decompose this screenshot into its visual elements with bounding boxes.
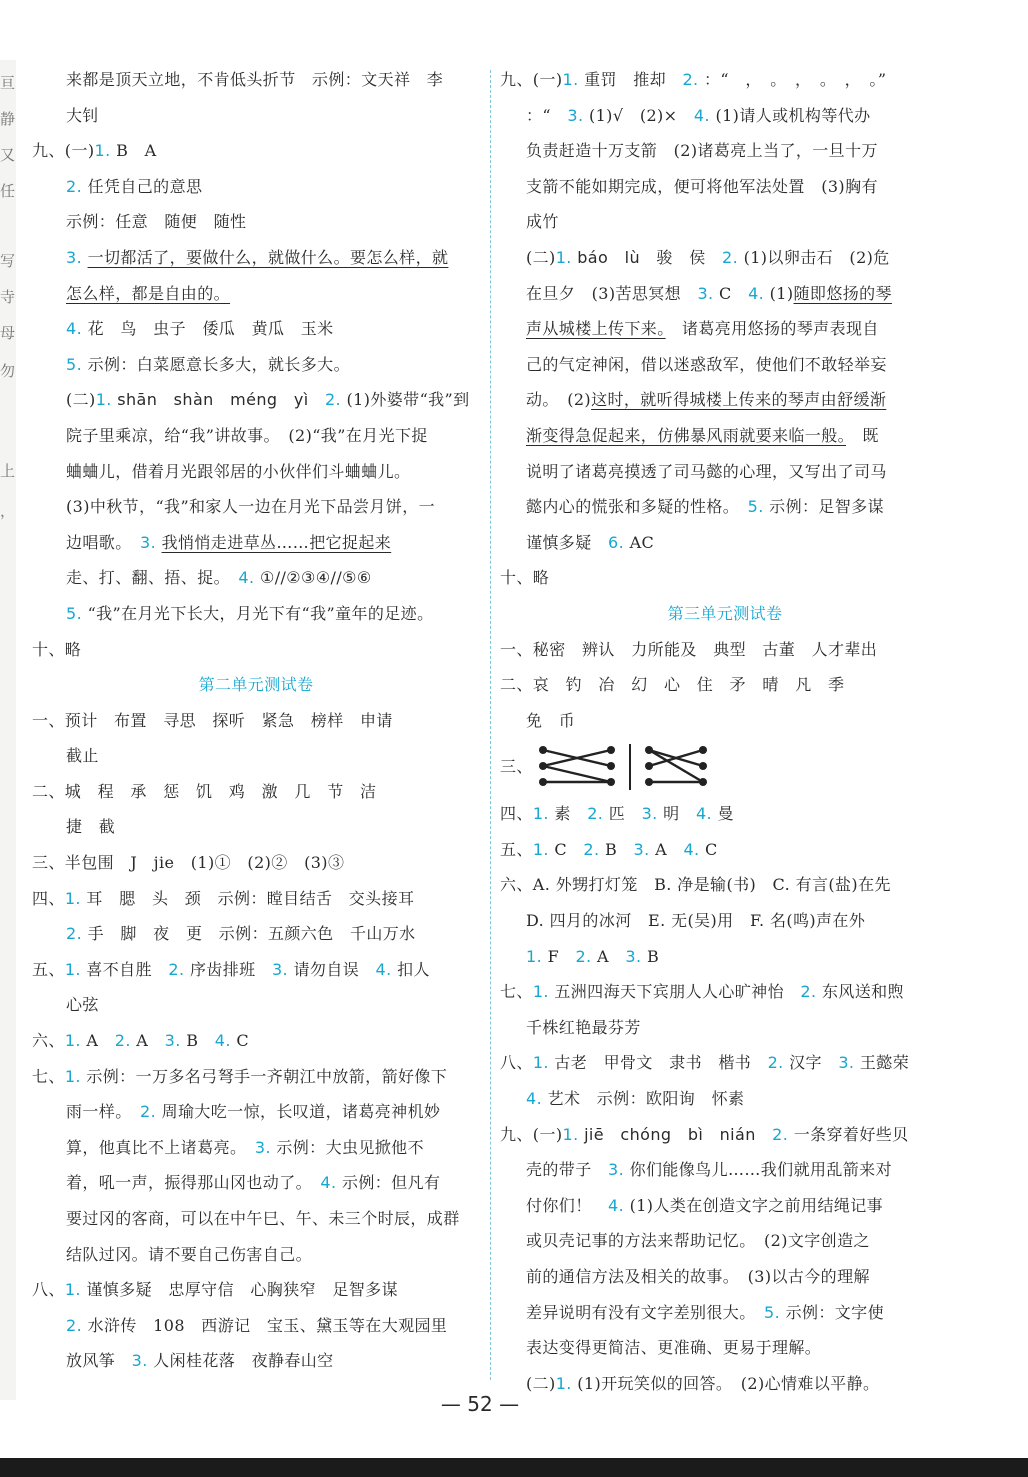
answer-text: 壳的带子 bbox=[526, 1160, 609, 1180]
answer-text: 负责赶造十万支箭 (2)诸葛亮上当了，一旦十万 bbox=[526, 141, 878, 161]
answer-text: 支箭不能如期完成，便可将他军法处置 (3)胸有 bbox=[526, 176, 878, 196]
answer-text: 七、 bbox=[500, 982, 533, 1002]
answer-text: 八、 bbox=[32, 1280, 65, 1300]
answer-line bbox=[32, 1165, 480, 1201]
answer-text: (1)√ (2)× bbox=[583, 105, 694, 125]
answer-text: 在旦夕 (3)苦思冥想 bbox=[526, 283, 698, 303]
answer-line bbox=[32, 169, 480, 205]
item-number: 3. bbox=[633, 839, 650, 859]
edge-char: 母 bbox=[0, 324, 16, 342]
item-number: 1. bbox=[64, 959, 81, 979]
answer-text: 结队过冈。请不要自己伤害自己。 bbox=[66, 1244, 313, 1264]
item-number: 2. bbox=[583, 839, 600, 859]
answer-line bbox=[32, 809, 480, 845]
answer-line bbox=[32, 1272, 480, 1308]
item-number: 2. bbox=[114, 1031, 131, 1051]
column-divider bbox=[490, 70, 491, 1380]
item-number: 2. bbox=[722, 247, 739, 267]
answer-text: 王懿荣 bbox=[854, 1053, 910, 1073]
answer-text: 捷 截 bbox=[66, 817, 116, 837]
answer-text: 说明了诸葛亮摸透了司马懿的心理，又写出了司马 bbox=[526, 461, 887, 481]
answer-line bbox=[500, 1117, 950, 1153]
item-number: 3. bbox=[164, 1031, 181, 1051]
answer-text: 截止 bbox=[66, 746, 99, 766]
item-number: 5. bbox=[66, 603, 83, 623]
answer-line bbox=[32, 1343, 480, 1379]
answer-line bbox=[500, 62, 950, 98]
answer-line bbox=[32, 1094, 480, 1130]
answer-line bbox=[32, 311, 480, 347]
answer-text: 曼 bbox=[712, 804, 734, 824]
item-number: 1. bbox=[64, 888, 81, 908]
underlined-answer: 我悄悄走进草丛……把它捉起来 bbox=[161, 532, 392, 552]
answer-text: B bbox=[599, 839, 634, 859]
answer-line bbox=[32, 98, 480, 134]
answer-text: 匹 bbox=[603, 804, 642, 824]
item-number: 3. bbox=[608, 1160, 625, 1180]
answer-text: 示例：白菜愿意长多大，就长多大。 bbox=[82, 354, 350, 374]
edge-char: 勿 bbox=[0, 362, 16, 380]
answer-text: (二) bbox=[526, 1373, 556, 1393]
answer-line bbox=[500, 204, 950, 240]
section-heading: 第三单元测试卷 bbox=[667, 603, 783, 623]
answer-line bbox=[32, 1130, 480, 1166]
answer-text: 七、 bbox=[32, 1066, 65, 1086]
answer-line bbox=[32, 240, 480, 276]
answer-text: 四、 bbox=[32, 888, 65, 908]
answer-text: A bbox=[649, 839, 684, 859]
answer-text: 你们能像鸟儿……我们就用乱箭来对 bbox=[624, 1160, 892, 1180]
answer-line bbox=[32, 1059, 480, 1095]
item-number: 4. bbox=[683, 839, 700, 859]
answer-line bbox=[32, 560, 480, 596]
answer-text: 表达变得更简洁、更准确、更易于理解。 bbox=[526, 1338, 822, 1358]
answer-text: (1) bbox=[764, 283, 794, 303]
item-number: 2. bbox=[800, 982, 817, 1002]
item-number: 3. bbox=[567, 105, 584, 125]
section-heading: 第二单元测试卷 bbox=[198, 675, 314, 695]
match-dot bbox=[539, 746, 547, 754]
item-number: 1. bbox=[555, 247, 572, 267]
left-column bbox=[32, 62, 480, 1379]
answer-text: báo lù 骏 侯 bbox=[571, 247, 722, 267]
answer-line bbox=[32, 204, 480, 240]
answer-text: 边唱歌。 bbox=[66, 532, 141, 552]
answer-line bbox=[32, 596, 480, 632]
answer-text: (1)开玩笑似的回答。 (2)心情难以平静。 bbox=[571, 1373, 880, 1393]
underlined-answer: 一切都活了，要做什么，就做什么。要怎么样，就 bbox=[87, 247, 449, 267]
match-dot bbox=[645, 762, 653, 770]
item-number: 3. bbox=[697, 283, 714, 303]
item-number: 1. bbox=[562, 70, 579, 89]
answer-text: AC bbox=[624, 532, 655, 552]
answer-line bbox=[500, 347, 950, 383]
answer-text: 或贝壳记事的方法来帮助记忆。 (2)文字创造之 bbox=[526, 1231, 870, 1251]
match-dot bbox=[699, 762, 707, 770]
answer-line bbox=[32, 1237, 480, 1273]
edge-char: 任 bbox=[0, 182, 16, 200]
item-number: 2. bbox=[140, 1102, 157, 1122]
underlined-answer: 声从城楼上传下来。 bbox=[526, 319, 666, 339]
answer-text: 六、 bbox=[32, 1031, 65, 1051]
item-number: 2. bbox=[66, 924, 83, 944]
answer-text: jiē chóng bì nián bbox=[578, 1124, 773, 1144]
item-number: 4. bbox=[238, 568, 255, 588]
underlined-answer: 怎么样，都是自由的。 bbox=[66, 283, 231, 303]
answer-line bbox=[32, 738, 480, 774]
answer-line bbox=[500, 867, 950, 903]
answer-line bbox=[500, 240, 950, 276]
answer-line bbox=[500, 703, 950, 739]
answer-text: C bbox=[713, 283, 749, 303]
answer-line bbox=[500, 1010, 950, 1046]
answer-line bbox=[500, 1330, 950, 1366]
item-number: 3. bbox=[271, 959, 289, 979]
answer-line bbox=[32, 1201, 480, 1237]
answer-line bbox=[32, 133, 480, 169]
answer-text: 请勿自误 bbox=[288, 959, 376, 979]
answer-text: 千株红艳最芬芳 bbox=[526, 1017, 641, 1037]
answer-text: 心弦 bbox=[66, 995, 99, 1015]
match-dot bbox=[645, 746, 653, 754]
answer-text: ①//②③④//⑤⑥ bbox=[254, 568, 372, 588]
answer-text: 五洲四海天下宾朋人人心旷神怡 bbox=[548, 982, 801, 1002]
item-number: 1. bbox=[64, 1031, 81, 1051]
answer-text: 雨一样。 bbox=[66, 1102, 141, 1122]
underlined-answer: 随即悠扬的琴 bbox=[793, 283, 892, 303]
item-number: 3. bbox=[66, 247, 83, 267]
answer-text: 喜不自胜 bbox=[80, 959, 169, 979]
item-number: 2. bbox=[575, 946, 592, 966]
answer-line bbox=[32, 62, 480, 98]
answer-text: 明 bbox=[657, 804, 696, 824]
answer-line bbox=[32, 489, 480, 525]
item-number: 1. bbox=[526, 946, 543, 966]
edge-char: 上 bbox=[0, 462, 16, 480]
item-number: 1. bbox=[532, 982, 549, 1002]
answer-text: 谨慎多疑 bbox=[526, 532, 609, 552]
item-number: 4. bbox=[748, 283, 765, 303]
answer-line bbox=[500, 974, 950, 1010]
answer-line bbox=[32, 276, 480, 312]
answer-text: A bbox=[591, 946, 626, 966]
match-dot bbox=[699, 778, 707, 786]
answer-text: ：“ ， 。 ， 。 ， 。” bbox=[698, 70, 887, 89]
match-line bbox=[649, 750, 703, 782]
answer-line bbox=[500, 1295, 950, 1331]
answer-line bbox=[32, 454, 480, 490]
item-number: 5. bbox=[764, 1302, 781, 1322]
item-number: 2. bbox=[168, 959, 185, 979]
item-number: 3. bbox=[140, 532, 157, 552]
answer-line bbox=[500, 632, 950, 668]
answer-text: 示例：一万多名弓弩手一齐朝江中放箭，箭好像下 bbox=[80, 1066, 448, 1086]
answer-line bbox=[500, 1045, 950, 1081]
answer-line bbox=[500, 418, 950, 454]
scan-bottom-edge bbox=[0, 1458, 1028, 1477]
item-number: 3. bbox=[625, 946, 642, 966]
answer-text: 一、预计 布置 寻思 探听 紧急 榜样 申请 bbox=[32, 710, 393, 730]
answer-text: 差异说明有没有文字差别很大。 bbox=[526, 1302, 765, 1322]
answer-line bbox=[32, 845, 480, 881]
answer-text: 示例：足智多谋 bbox=[763, 497, 884, 517]
answer-text: 素 bbox=[548, 804, 588, 824]
match-dot bbox=[607, 778, 615, 786]
answer-line bbox=[32, 952, 480, 988]
question-label: 三、 bbox=[500, 757, 533, 777]
answer-line bbox=[500, 133, 950, 169]
answer-text: 耳 腮 头 颈 示例：瞠目结舌 交头接耳 bbox=[80, 888, 415, 908]
answer-line bbox=[500, 1259, 950, 1295]
answer-text: 六、A. 外甥打灯笼 B. 净是输(书) C. 有言(盐)在先 bbox=[500, 875, 891, 895]
match-dot bbox=[699, 746, 707, 754]
answer-line bbox=[500, 1223, 950, 1259]
match-line bbox=[543, 766, 611, 782]
item-number: 2. bbox=[682, 70, 699, 89]
answer-line bbox=[32, 987, 480, 1023]
item-number: 2. bbox=[324, 390, 342, 410]
answer-text: A bbox=[80, 1031, 115, 1051]
answer-text: D. 四月的冰河 E. 无(吴)用 F. 名(鸣)声在外 bbox=[526, 911, 866, 931]
answer-text: 一、秘密 辨认 力所能及 典型 古董 人才辈出 bbox=[500, 639, 878, 659]
answer-line bbox=[500, 796, 950, 832]
match-dot bbox=[607, 762, 615, 770]
answer-text: 汉字 bbox=[783, 1053, 839, 1073]
item-number: 1. bbox=[64, 1280, 81, 1300]
answer-line bbox=[32, 632, 480, 668]
item-number: 4. bbox=[608, 1195, 625, 1215]
answer-text: 扣人 bbox=[391, 959, 430, 979]
item-number: 6. bbox=[608, 532, 625, 552]
answer-text: 己的气定神闲，借以迷惑敌军，使他们不敢轻举妄 bbox=[526, 354, 887, 374]
answer-line bbox=[500, 311, 950, 347]
answer-text: 来都是顶天立地，不肯低头折节 示例：文天祥 李 bbox=[66, 70, 444, 89]
item-number: 2. bbox=[66, 1315, 83, 1335]
answer-text: C bbox=[230, 1031, 249, 1051]
answer-line bbox=[500, 454, 950, 490]
answer-text: (二) bbox=[66, 390, 96, 410]
answer-text: 懿内心的慌张和多疑的性格。 bbox=[526, 497, 748, 517]
answer-text: A bbox=[130, 1031, 165, 1051]
answer-line bbox=[500, 525, 950, 561]
item-number: 5. bbox=[66, 354, 83, 374]
item-number: 2. bbox=[66, 176, 83, 196]
answer-text: 蛐蛐儿，借着月光跟邻居的小伙伴们斗蛐蛐儿。 bbox=[66, 461, 411, 481]
answer-text: B A bbox=[110, 141, 157, 161]
item-number: 4. bbox=[695, 804, 713, 824]
answer-text: 花 鸟 虫子 倭瓜 黄瓜 玉米 bbox=[82, 319, 334, 339]
answer-text: (1)外婆带“我”到 bbox=[341, 390, 470, 410]
match-dot bbox=[607, 746, 615, 754]
answer-text: 人闲桂花落 夜静春山空 bbox=[147, 1351, 334, 1371]
item-number: 5. bbox=[747, 497, 764, 517]
answer-text: 二、城 程 承 惩 饥 鸡 激 几 节 洁 bbox=[32, 781, 377, 801]
answer-text: 五、 bbox=[32, 959, 65, 979]
answer-text: 示例：任意 随便 随性 bbox=[66, 212, 247, 232]
answer-text: (二) bbox=[526, 247, 556, 267]
answer-line bbox=[32, 703, 480, 739]
answer-text: 五、 bbox=[500, 839, 533, 859]
item-number: 4. bbox=[66, 319, 83, 339]
item-number: 1. bbox=[95, 390, 112, 410]
answer-text: 水浒传 108 西游记 宝玉、黛玉等在大观园里 bbox=[82, 1315, 448, 1335]
matching-question bbox=[500, 738, 950, 796]
item-number: 1. bbox=[532, 839, 549, 859]
answer-text: F bbox=[542, 946, 576, 966]
item-number: 1. bbox=[562, 1124, 579, 1144]
match-dot bbox=[645, 778, 653, 786]
right-column bbox=[500, 62, 950, 1401]
answer-text: 着，吼一声，振得那山冈也动了。 bbox=[66, 1173, 321, 1193]
item-number: 3. bbox=[641, 804, 658, 824]
answer-line bbox=[500, 276, 950, 312]
item-number: 1. bbox=[532, 1053, 549, 1073]
answer-text: 手 脚 夜 更 示例：五颜六色 千山万水 bbox=[82, 924, 416, 944]
answer-text: C bbox=[548, 839, 584, 859]
item-number: 3. bbox=[131, 1351, 148, 1371]
answer-line bbox=[32, 881, 480, 917]
edge-char: ， bbox=[0, 502, 16, 520]
answer-text: 大钊 bbox=[66, 105, 99, 125]
answer-line bbox=[500, 169, 950, 205]
item-number: 2. bbox=[772, 1124, 789, 1144]
answer-text: 院子里乘凉，给“我”讲故事。 (2)“我”在月光下捉 bbox=[66, 425, 428, 445]
answer-text: 放风筝 bbox=[66, 1351, 132, 1371]
item-number: 4. bbox=[320, 1173, 337, 1193]
answer-line bbox=[500, 489, 950, 525]
item-number: 1. bbox=[555, 1373, 572, 1393]
item-number: 4. bbox=[214, 1031, 231, 1051]
answer-line bbox=[500, 1081, 950, 1117]
answer-text: “我”在月光下长大，月光下有“我”童年的足迹。 bbox=[82, 603, 434, 623]
answer-text: 古老 甲骨文 隶书 楷书 bbox=[548, 1053, 768, 1073]
answer-line bbox=[32, 1308, 480, 1344]
answer-text: 动。 (2) bbox=[526, 390, 592, 410]
answer-line bbox=[32, 1023, 480, 1059]
answer-text: 三、半包围 J jie (1)① (2)② (3)③ bbox=[32, 853, 345, 873]
answer-text: 二、哀 钓 冶 幻 心 住 矛 晴 凡 季 bbox=[500, 675, 845, 695]
answer-text: (1)以卵击石 (2)危 bbox=[738, 247, 890, 267]
edge-char: 亘 bbox=[0, 74, 16, 92]
answer-line bbox=[500, 382, 950, 418]
answer-text: 示例：但凡有 bbox=[336, 1173, 441, 1193]
answer-text: 谨慎多疑 忠厚守信 心胸狭窄 足智多谋 bbox=[80, 1280, 398, 1300]
answer-line bbox=[500, 903, 950, 939]
answer-line bbox=[500, 1152, 950, 1188]
item-number: 2. bbox=[767, 1053, 784, 1073]
answer-line bbox=[500, 98, 950, 134]
answer-text: 周瑜大吃一惊，长叹道，诸葛亮神机妙 bbox=[156, 1102, 441, 1122]
answer-line bbox=[500, 560, 950, 596]
answer-text: ：“ bbox=[526, 105, 568, 125]
edge-char: 写 bbox=[0, 252, 16, 270]
answer-text: 付你们！ bbox=[526, 1195, 609, 1215]
item-number: 4. bbox=[693, 105, 710, 125]
match-dot bbox=[539, 762, 547, 770]
answer-text: B bbox=[180, 1031, 215, 1051]
edge-char: 寺 bbox=[0, 288, 16, 306]
answer-line bbox=[32, 774, 480, 810]
answer-text: 走、打、翻、捂、捉。 bbox=[66, 568, 239, 588]
edge-char: 静 bbox=[0, 110, 16, 128]
answer-line bbox=[32, 347, 480, 383]
edge-char: 又 bbox=[0, 146, 16, 164]
answer-line bbox=[32, 418, 480, 454]
answer-line bbox=[32, 525, 480, 561]
answer-text: 艺术 示例：欧阳询 怀素 bbox=[542, 1089, 745, 1109]
answer-text: 前的通信方法及相关的故事。 (3)以古今的理解 bbox=[526, 1267, 870, 1286]
page-number: — 52 — bbox=[440, 1392, 520, 1416]
answer-line bbox=[500, 939, 950, 975]
answer-text: 诸葛亮用悠扬的琴声表现自 bbox=[665, 319, 879, 339]
answer-text: 九、(一) bbox=[500, 70, 563, 89]
answer-text: (3)中秋节，“我”和家人一边在月光下品尝月饼，一 bbox=[66, 497, 436, 517]
answer-line bbox=[500, 832, 950, 868]
answer-text: 成竹 bbox=[526, 212, 559, 232]
answer-text: 示例：大虫见掀他不 bbox=[270, 1137, 424, 1157]
item-number: 1. bbox=[94, 141, 111, 161]
answer-line bbox=[32, 382, 480, 418]
answer-text: 既 bbox=[846, 425, 879, 445]
answer-text: (1)人类在创造文字之前用结绳记事 bbox=[624, 1195, 884, 1215]
item-number: 1. bbox=[532, 804, 549, 824]
match-dot bbox=[539, 778, 547, 786]
item-number: 4. bbox=[375, 959, 392, 979]
answer-text: B bbox=[641, 946, 660, 966]
answer-line bbox=[500, 667, 950, 703]
answer-text: 任凭自己的意思 bbox=[82, 176, 203, 196]
item-number: 1. bbox=[64, 1066, 81, 1086]
answer-line bbox=[32, 916, 480, 952]
answer-text: 九、(一) bbox=[500, 1124, 563, 1144]
answer-text: 十、略 bbox=[32, 639, 82, 659]
answer-text: 四、 bbox=[500, 804, 533, 824]
answer-text: 八、 bbox=[500, 1053, 533, 1073]
underlined-answer: 这时，就听得城楼上传来的琴声由舒缓渐 bbox=[591, 390, 887, 410]
answer-text: C bbox=[699, 839, 718, 859]
answer-text: 示例：文字使 bbox=[780, 1302, 884, 1322]
answer-text: 免 币 bbox=[526, 710, 576, 730]
answer-text: 东风送和煦 bbox=[816, 982, 904, 1002]
answer-text: 要过冈的客商，可以在中午巳、午、未三个时辰，成群 bbox=[66, 1209, 460, 1228]
answer-text: (1)请人或机构等代办 bbox=[709, 105, 871, 125]
item-number: 3. bbox=[254, 1137, 271, 1157]
answer-text: 十、略 bbox=[500, 568, 550, 588]
answer-text: 序齿排班 bbox=[184, 959, 272, 979]
underlined-answer: 渐变得急促起来，仿佛暴风雨就要来临一般。 bbox=[526, 425, 847, 445]
item-number: 3. bbox=[838, 1053, 855, 1073]
answer-text: 一条穿着好些贝 bbox=[788, 1124, 909, 1144]
answer-text: shān shàn méng yì bbox=[111, 390, 325, 410]
answer-line bbox=[500, 1188, 950, 1224]
item-number: 2. bbox=[587, 804, 604, 824]
answer-text: 算，他真比不上诸葛亮。 bbox=[66, 1137, 255, 1157]
matching-lines-diagram bbox=[537, 742, 717, 792]
item-number: 4. bbox=[526, 1089, 543, 1109]
answer-text: 重罚 推却 bbox=[578, 70, 683, 89]
answer-text: 九、(一) bbox=[32, 141, 95, 161]
